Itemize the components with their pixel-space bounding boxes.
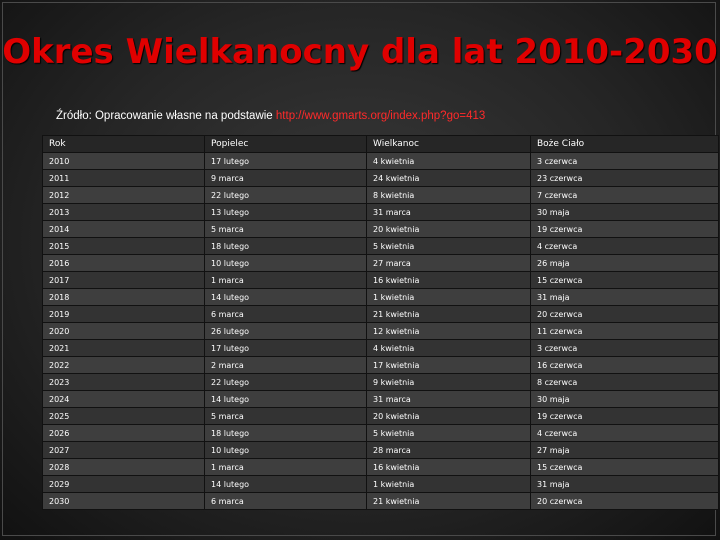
cell-year: 2013 <box>43 204 205 221</box>
cell-year: 2026 <box>43 425 205 442</box>
table-row <box>43 204 719 221</box>
cell-wielkanoc: 5 kwietnia <box>367 238 531 255</box>
cell-wielkanoc: 4 kwietnia <box>367 340 531 357</box>
cell-year: 2021 <box>43 340 205 357</box>
cell-year: 2018 <box>43 289 205 306</box>
cell-boze-cialo: 27 maja <box>531 442 719 459</box>
table-row <box>43 442 719 459</box>
cell-wielkanoc: 27 marca <box>367 255 531 272</box>
table-row <box>43 323 719 340</box>
cell-wielkanoc: 24 kwietnia <box>367 170 531 187</box>
cell-popielec: 1 marca <box>205 272 367 289</box>
cell-boze-cialo: 3 czerwca <box>531 153 719 170</box>
cell-boze-cialo: 26 maja <box>531 255 719 272</box>
table-row <box>43 153 719 170</box>
cell-popielec: 1 marca <box>205 459 367 476</box>
cell-year: 2025 <box>43 408 205 425</box>
cell-boze-cialo: 23 czerwca <box>531 170 719 187</box>
cell-wielkanoc: 1 kwietnia <box>367 289 531 306</box>
cell-wielkanoc: 1 kwietnia <box>367 476 531 493</box>
cell-year: 2022 <box>43 357 205 374</box>
cell-popielec: 22 lutego <box>205 187 367 204</box>
header-rok: Rok <box>43 136 205 153</box>
easter-dates-table <box>42 135 719 510</box>
cell-boze-cialo: 4 czerwca <box>531 238 719 255</box>
cell-popielec: 13 lutego <box>205 204 367 221</box>
cell-year: 2019 <box>43 306 205 323</box>
cell-popielec: 5 marca <box>205 221 367 238</box>
table-row <box>43 357 719 374</box>
cell-boze-cialo: 11 czerwca <box>531 323 719 340</box>
cell-year: 2015 <box>43 238 205 255</box>
slide-title: Okres Wielkanocny dla lat 2010-2030 <box>2 32 718 72</box>
cell-year: 2012 <box>43 187 205 204</box>
cell-year: 2016 <box>43 255 205 272</box>
table-row <box>43 238 719 255</box>
header-popielec: Popielec <box>205 136 367 153</box>
cell-popielec: 18 lutego <box>205 425 367 442</box>
table-header-row <box>43 136 719 153</box>
cell-boze-cialo: 8 czerwca <box>531 374 719 391</box>
cell-wielkanoc: 12 kwietnia <box>367 323 531 340</box>
cell-wielkanoc: 21 kwietnia <box>367 493 531 510</box>
source-prefix: Źródło: Opracowanie własne na podstawie <box>56 110 276 122</box>
table-body <box>43 153 719 510</box>
cell-popielec: 17 lutego <box>205 153 367 170</box>
cell-year: 2029 <box>43 476 205 493</box>
cell-boze-cialo: 31 maja <box>531 476 719 493</box>
table-row <box>43 187 719 204</box>
table-row <box>43 255 719 272</box>
cell-year: 2010 <box>43 153 205 170</box>
source-note <box>56 110 485 122</box>
cell-popielec: 22 lutego <box>205 374 367 391</box>
table-row <box>43 459 719 476</box>
cell-popielec: 26 lutego <box>205 323 367 340</box>
header-boze-cialo: Boże Ciało <box>531 136 719 153</box>
cell-boze-cialo: 16 czerwca <box>531 357 719 374</box>
cell-year: 2011 <box>43 170 205 187</box>
cell-year: 2017 <box>43 272 205 289</box>
cell-popielec: 14 lutego <box>205 476 367 493</box>
table-row <box>43 476 719 493</box>
cell-popielec: 6 marca <box>205 306 367 323</box>
cell-boze-cialo: 20 czerwca <box>531 493 719 510</box>
cell-wielkanoc: 5 kwietnia <box>367 425 531 442</box>
cell-popielec: 10 lutego <box>205 255 367 272</box>
cell-popielec: 14 lutego <box>205 289 367 306</box>
cell-wielkanoc: 8 kwietnia <box>367 187 531 204</box>
table-row <box>43 170 719 187</box>
table-row <box>43 425 719 442</box>
cell-popielec: 17 lutego <box>205 340 367 357</box>
cell-wielkanoc: 9 kwietnia <box>367 374 531 391</box>
cell-popielec: 9 marca <box>205 170 367 187</box>
cell-wielkanoc: 20 kwietnia <box>367 408 531 425</box>
cell-wielkanoc: 31 marca <box>367 391 531 408</box>
table-row <box>43 272 719 289</box>
cell-popielec: 6 marca <box>205 493 367 510</box>
cell-year: 2030 <box>43 493 205 510</box>
cell-wielkanoc: 16 kwietnia <box>367 272 531 289</box>
cell-boze-cialo: 15 czerwca <box>531 272 719 289</box>
table-row <box>43 306 719 323</box>
cell-boze-cialo: 15 czerwca <box>531 459 719 476</box>
cell-year: 2014 <box>43 221 205 238</box>
cell-popielec: 14 lutego <box>205 391 367 408</box>
header-wielkanoc: Wielkanoc <box>367 136 531 153</box>
cell-popielec: 5 marca <box>205 408 367 425</box>
table-row <box>43 391 719 408</box>
cell-year: 2027 <box>43 442 205 459</box>
cell-year: 2028 <box>43 459 205 476</box>
cell-year: 2020 <box>43 323 205 340</box>
cell-boze-cialo: 31 maja <box>531 289 719 306</box>
cell-wielkanoc: 16 kwietnia <box>367 459 531 476</box>
table-row <box>43 493 719 510</box>
cell-boze-cialo: 4 czerwca <box>531 425 719 442</box>
cell-wielkanoc: 28 marca <box>367 442 531 459</box>
cell-boze-cialo: 3 czerwca <box>531 340 719 357</box>
cell-wielkanoc: 20 kwietnia <box>367 221 531 238</box>
table-row <box>43 289 719 306</box>
table-row <box>43 221 719 238</box>
cell-wielkanoc: 17 kwietnia <box>367 357 531 374</box>
cell-wielkanoc: 4 kwietnia <box>367 153 531 170</box>
table-row <box>43 374 719 391</box>
cell-popielec: 2 marca <box>205 357 367 374</box>
cell-wielkanoc: 31 marca <box>367 204 531 221</box>
cell-year: 2024 <box>43 391 205 408</box>
cell-boze-cialo: 7 czerwca <box>531 187 719 204</box>
cell-boze-cialo: 19 czerwca <box>531 221 719 238</box>
source-link[interactable]: http://www.gmarts.org/index.php?go=413 <box>275 110 486 122</box>
cell-popielec: 10 lutego <box>205 442 367 459</box>
cell-popielec: 18 lutego <box>205 238 367 255</box>
cell-boze-cialo: 19 czerwca <box>531 408 719 425</box>
cell-year: 2023 <box>43 374 205 391</box>
cell-boze-cialo: 20 czerwca <box>531 306 719 323</box>
cell-wielkanoc: 21 kwietnia <box>367 306 531 323</box>
cell-boze-cialo: 30 maja <box>531 204 719 221</box>
cell-boze-cialo: 30 maja <box>531 391 719 408</box>
table-row <box>43 340 719 357</box>
table-row <box>43 408 719 425</box>
